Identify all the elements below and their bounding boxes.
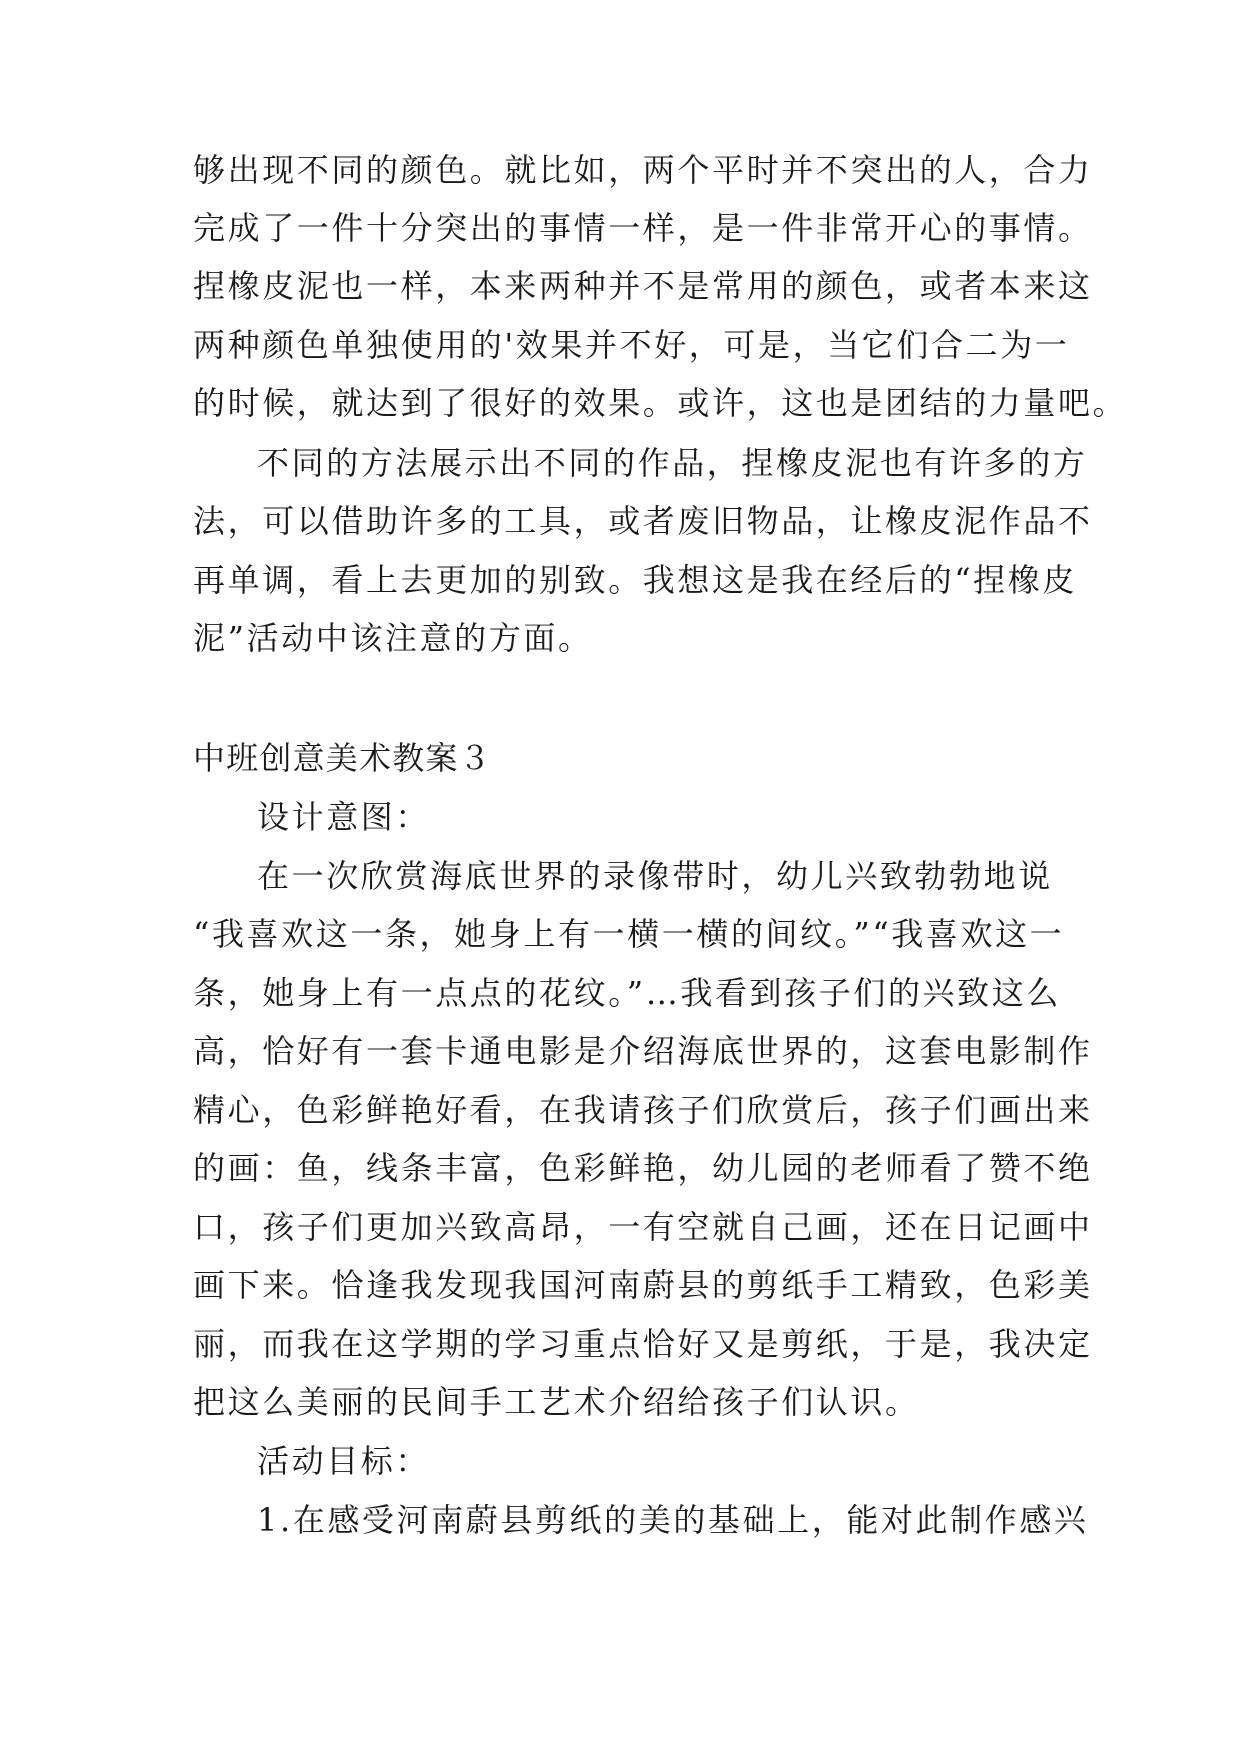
paragraph-3-line-7: 口，孩子们更加兴致高昂，一有空就自己画，还在日记画中 bbox=[193, 1208, 1093, 1246]
paragraph-1-line-4: 两种颜色单独使用的'效果并不好，可是，当它们合二为一 bbox=[193, 326, 1070, 364]
paragraph-3-line-3: 条，她身上有一点点的花纹。”…我看到孩子们的兴致这么 bbox=[193, 974, 1061, 1012]
paragraph-1-line-2: 完成了一件十分突出的事情一样，是一件非常开心的事情。 bbox=[193, 209, 1093, 247]
paragraph-3-line-5: 精心，色彩鲜艳好看，在我请孩子们欣赏后，孩子们画出来 bbox=[193, 1091, 1093, 1129]
paragraph-3-line-9: 丽，而我在这学期的学习重点恰好又是剪纸，于是，我决定 bbox=[193, 1325, 1093, 1363]
paragraph-1-line-3: 捏橡皮泥也一样，本来两种并不是常用的颜色，或者本来这 bbox=[193, 267, 1093, 305]
section-title: 中班创意美术教案３ bbox=[193, 739, 492, 777]
paragraph-3-line-6: 的画：鱼，线条丰富，色彩鲜艳，幼儿园的老师看了赞不绝 bbox=[193, 1149, 1093, 1187]
paragraph-3-line-8: 画下来。恰逢我发现我国河南蔚县的剪纸手工精致，色彩美 bbox=[193, 1266, 1093, 1304]
paragraph-2-line-1: 不同的方法展示出不同的作品，捏橡皮泥也有许多的方 bbox=[257, 444, 1088, 482]
paragraph-1-line-5: 的时候，就达到了很好的效果。或许，这也是团结的力量吧。 bbox=[193, 384, 1128, 422]
paragraph-3-line-2: “我喜欢这一条，她身上有一横一横的间纹。”“我喜欢这一 bbox=[193, 915, 1065, 953]
design-intent-label: 设计意图： bbox=[257, 798, 431, 836]
paragraph-3-line-4: 高，恰好有一套卡通电影是介绍海底世界的，这套电影制作 bbox=[193, 1032, 1093, 1070]
paragraph-3-line-1: 在一次欣赏海底世界的录像带时，幼儿兴致勃勃地说 bbox=[257, 857, 1053, 895]
paragraph-2-line-4: 泥”活动中该注意的方面。 bbox=[193, 619, 593, 657]
objective-1: 1.在感受河南蔚县剪纸的美的基础上，能对此制作感兴 bbox=[257, 1501, 1089, 1539]
paragraph-2-line-3: 再单调，看上去更加的别致。我想这是我在经后的“捏橡皮 bbox=[193, 561, 1077, 599]
objectives-label: 活动目标： bbox=[257, 1442, 431, 1480]
paragraph-2-line-2: 法，可以借助许多的工具，或者废旧物品，让橡皮泥作品不 bbox=[193, 502, 1093, 540]
paragraph-3-line-10: 把这么美丽的民间手工艺术介绍给孩子们认识。 bbox=[193, 1383, 920, 1421]
paragraph-1-line-1: 够出现不同的颜色。就比如，两个平时并不突出的人，合力 bbox=[193, 151, 1093, 189]
